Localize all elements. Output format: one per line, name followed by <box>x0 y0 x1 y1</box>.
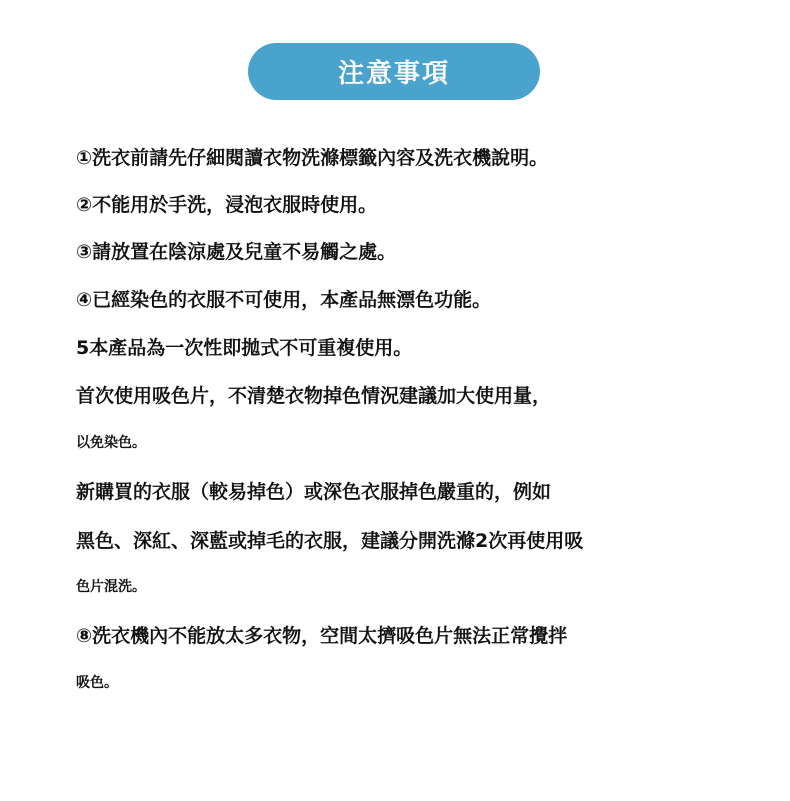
title-banner <box>248 43 540 100</box>
note-1: ①洗衣前請先仔細閱讀衣物洗滌標籤內容及洗衣機說明。 <box>76 147 549 169</box>
page-title: 注意事項 <box>337 59 450 89</box>
note-5: 5本產品為一次性即拋式不可重複使用。 <box>76 337 413 359</box>
note-7: 新購買的衣服（較易掉色）或深色衣服掉色嚴重的，例如 <box>76 481 552 503</box>
note-8-continued: 吸色。 <box>76 675 118 691</box>
note-7-end: 色片混洗。 <box>76 579 146 595</box>
note-6-continued: 以免染色。 <box>76 435 146 451</box>
note-7-continued: 黑色、深紅、深藍或掉毛的衣服，建議分開洗滌2次再使用吸 <box>76 530 584 552</box>
note-8: ⑧洗衣機內不能放太多衣物，空間太擠吸色片無法正常攪拌 <box>76 625 568 647</box>
note-2: ②不能用於手洗，浸泡衣服時使用。 <box>76 194 378 216</box>
note-3: ③請放置在陰涼處及兒童不易觸之處。 <box>76 241 397 263</box>
note-6: 首次使用吸色片，不清楚衣物掉色情況建議加大使用量， <box>76 385 552 407</box>
note-4: ④已經染色的衣服不可使用，本產品無漂色功能。 <box>76 289 492 311</box>
